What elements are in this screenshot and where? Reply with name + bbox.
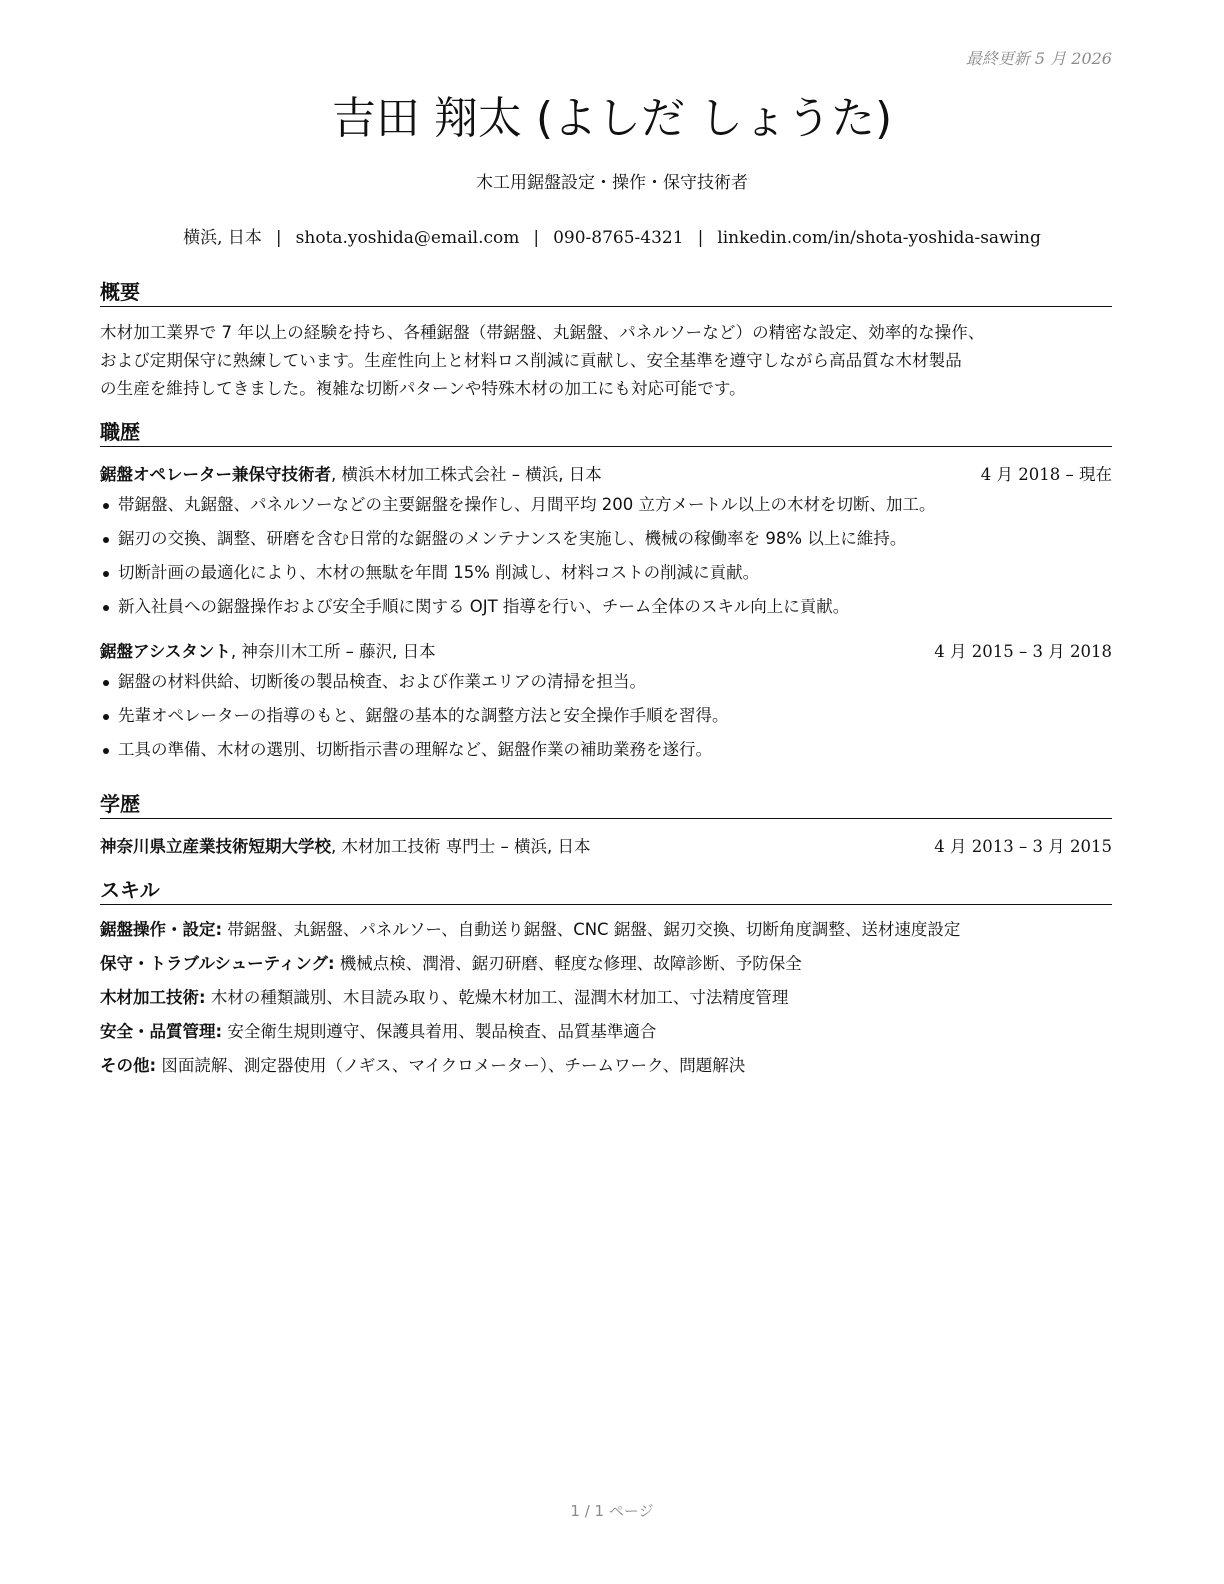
job-dates: 4 月 2018 – 現在 — [980, 465, 1112, 484]
contact-line — [0, 225, 1224, 251]
summary-line: 木材加工業界で 7 年以上の経験を持ち、各種鋸盤（帯鋸盤、丸鋸盤、パネルソーなど）の精密な設定、効率的な操作、 — [100, 323, 985, 342]
bullet-item: 鋸刃の交換、調整、研磨を含む日常的な鋸盤のメンテナンスを実施し、機械の稼働率を 98% 以上に維持。 — [100, 522, 1112, 556]
skill-row — [100, 1015, 1112, 1049]
last-updated: 最終更新 5 月 2026 — [965, 49, 1112, 68]
contact-linkedin[interactable]: linkedin.com/in/shota-yoshida-sawing — [717, 228, 1041, 248]
job-header — [100, 639, 1112, 665]
skill-row — [100, 1049, 1112, 1083]
candidate-name: 吉田 翔太 (よしだ しょうた) — [331, 93, 893, 144]
job-entry — [100, 462, 1112, 624]
page-number: 1 / 1 ページ — [570, 1502, 654, 1520]
school-name: 神奈川県立産業技術短期大学校 — [100, 837, 331, 856]
education-heading: 学歴 — [100, 790, 1112, 819]
skill-label: 木材加工技術: — [100, 988, 206, 1007]
bullet-item: 工具の準備、木材の選別、切断指示書の理解など、鋸盤作業の補助業務を遂行。 — [100, 733, 1112, 767]
skill-value: 機械点検、潤滑、鋸刃研磨、軽度な修理、故障診断、予防保全 — [334, 954, 802, 973]
job-title: 木工用鋸盤設定・操作・保守技術者 — [476, 173, 748, 193]
bullet-item: 新入社員への鋸盤操作および安全手順に関する OJT 指導を行い、チーム全体のスキル向上に貢献。 — [100, 590, 1112, 624]
job-dates: 4 月 2015 – 3 月 2018 — [934, 642, 1112, 661]
skill-row — [100, 913, 1112, 947]
job-bullets — [100, 488, 1112, 624]
bullet-item: 帯鋸盤、丸鋸盤、パネルソーなどの主要鋸盤を操作し、月間平均 200 立方メートル以上の木材を切断、加工。 — [100, 488, 1112, 522]
job-header — [100, 462, 1112, 488]
skill-value: 帯鋸盤、丸鋸盤、パネルソー、自動送り鋸盤、CNC 鋸盤、鋸刃交換、切断角度調整、送材速度設定 — [222, 920, 961, 939]
skill-row — [100, 947, 1112, 981]
skill-label: 安全・品質管理: — [100, 1022, 223, 1041]
separator: | — [697, 228, 704, 248]
skill-row — [100, 981, 1112, 1015]
education-dates: 4 月 2013 – 3 月 2015 — [934, 837, 1112, 856]
summary-line: の生産を維持してきました。複雑な切断パターンや特殊木材の加工にも対応可能です。 — [100, 379, 746, 398]
education-detail: , 木材加工技術 専門士 – 横浜, 日本 — [331, 837, 591, 856]
education-section — [100, 790, 1112, 860]
experience-section — [100, 418, 1112, 767]
skill-value: 図面読解、測定器使用（ノギス、マイクロメーター）、チームワーク、問題解決 — [156, 1056, 746, 1075]
experience-heading: 職歴 — [100, 418, 1112, 447]
skills-section — [100, 876, 1112, 1083]
bullet-item: 先輩オペレーターの指導のもと、鋸盤の基本的な調整方法と安全操作手順を習得。 — [100, 699, 1112, 733]
summary-heading: 概要 — [100, 278, 1112, 307]
skill-label: 保守・トラブルシューティング: — [100, 954, 335, 973]
job-entry — [100, 639, 1112, 767]
contact-location: 横浜, 日本 — [183, 228, 262, 248]
contact-email[interactable]: shota.yoshida@email.com — [295, 228, 520, 248]
skill-value: 安全衛生規則遵守、保護具着用、製品検査、品質基準適合 — [222, 1022, 657, 1041]
education-entry — [100, 834, 1112, 860]
job-org: , 横浜木材加工株式会社 – 横浜, 日本 — [331, 465, 602, 484]
job-org: , 神奈川木工所 – 藤沢, 日本 — [230, 642, 436, 661]
job-title: 鋸盤オペレーター兼保守技術者 — [100, 465, 331, 484]
skills-heading: スキル — [100, 876, 1112, 905]
summary-text — [100, 319, 1112, 403]
job-title: 鋸盤アシスタント — [100, 642, 231, 661]
skills-list — [100, 913, 1112, 1083]
summary-line: および定期保守に熟練しています。生産性向上と材料ロス削減に貢献し、安全基準を遵守しながら高品質な木材製品 — [100, 351, 962, 370]
skill-label: 鋸盤操作・設定: — [100, 920, 223, 939]
separator: | — [533, 228, 540, 248]
skill-value: 木材の種類識別、木目読み取り、乾燥木材加工、湿潤木材加工、寸法精度管理 — [205, 988, 789, 1007]
bullet-item: 切断計画の最適化により、木材の無駄を年間 15% 削減し、材料コストの削減に貢献。 — [100, 556, 1112, 590]
contact-phone: 090-8765-4321 — [553, 228, 684, 248]
bullet-item: 鋸盤の材料供給、切断後の製品検査、および作業エリアの清掃を担当。 — [100, 665, 1112, 699]
separator: | — [275, 228, 282, 248]
skill-label: その他: — [100, 1056, 157, 1075]
job-bullets — [100, 665, 1112, 767]
summary-section — [100, 278, 1112, 403]
